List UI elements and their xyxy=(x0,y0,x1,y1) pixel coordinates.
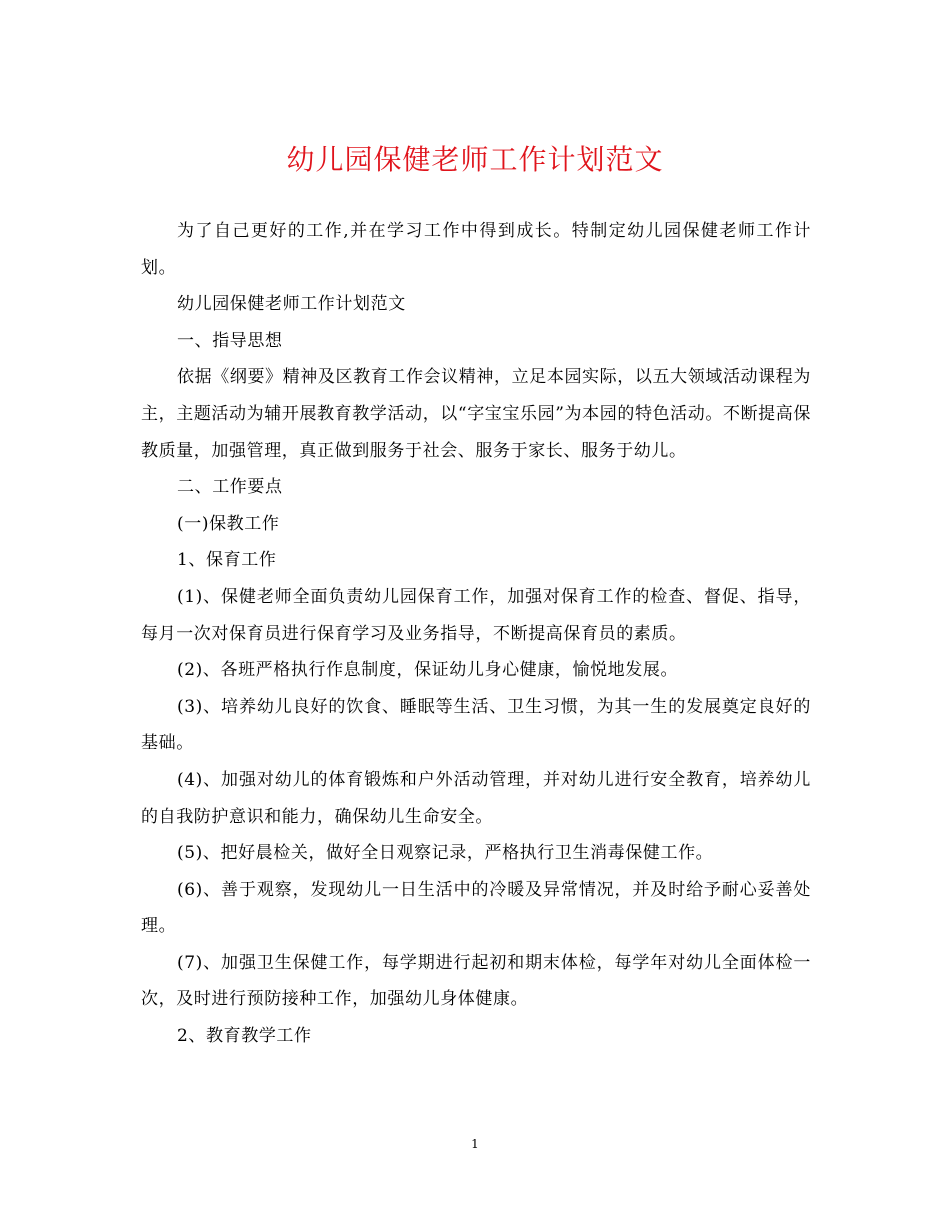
list-item: (1)、保健老师全面负责幼儿园保育工作，加强对保育工作的检查、督促、指导，每月一次对保育员进行保育学习及业务指导，不断提高保育员的素质。 xyxy=(141,586,811,644)
list-item: (5)、把好晨检关，做好全日观察记录，严格执行卫生消毒保健工作。 xyxy=(177,843,714,864)
paragraph-intro: 为了自己更好的工作,并在学习工作中得到成长。特制定幼儿园保健老师工作计划。 xyxy=(141,221,811,278)
paragraph-guiding-ideology: 依据《纲要》精神及区教育工作会议精神，立足本园实际，以五大领域活动课程为主，主题活动为辅开展教育教学活动，以“字宝宝乐园”为本园的特色活动。不断提高保教质量，加强管理，真正做到服务于社会、服务于家长、服务于幼儿。 xyxy=(141,367,811,461)
list-item: (3)、培养幼儿良好的饮食、睡眠等生活、卫生习惯，为其一生的发展奠定良好的基础。 xyxy=(141,696,811,754)
document-body xyxy=(141,213,811,1055)
list-item: (7)、加强卫生保健工作，每学期进行起初和期末体检，每学年对幼儿全面体检一次，及时进行预防接种工作，加强幼儿身体健康。 xyxy=(141,952,811,1010)
list-item: (6)、善于观察，发现幼儿一日生活中的冷暖及异常情况，并及时给予耐心妥善处理。 xyxy=(141,879,811,937)
heading-work-points: 二、工作要点 xyxy=(177,477,283,498)
list-item: (4)、加强对幼儿的体育锻炼和户外活动管理，并对幼儿进行安全教育，培养幼儿的自我防护意识和能力，确保幼儿生命安全。 xyxy=(141,769,811,827)
heading-care-education: (一)保教工作 xyxy=(177,513,280,534)
heading-guiding-ideology: 一、指导思想 xyxy=(177,330,283,351)
document-title: 幼儿园保健老师工作计划范文 xyxy=(286,143,664,176)
heading-teaching-work: 2、教育教学工作 xyxy=(177,1026,312,1047)
heading-care-work: 1、保育工作 xyxy=(177,550,277,571)
paragraph-subtitle: 幼儿园保健老师工作计划范文 xyxy=(177,294,406,315)
list-item: (2)、各班严格执行作息制度，保证幼儿身心健康，愉悦地发展。 xyxy=(177,660,679,681)
page-number: 1 xyxy=(471,1137,479,1151)
